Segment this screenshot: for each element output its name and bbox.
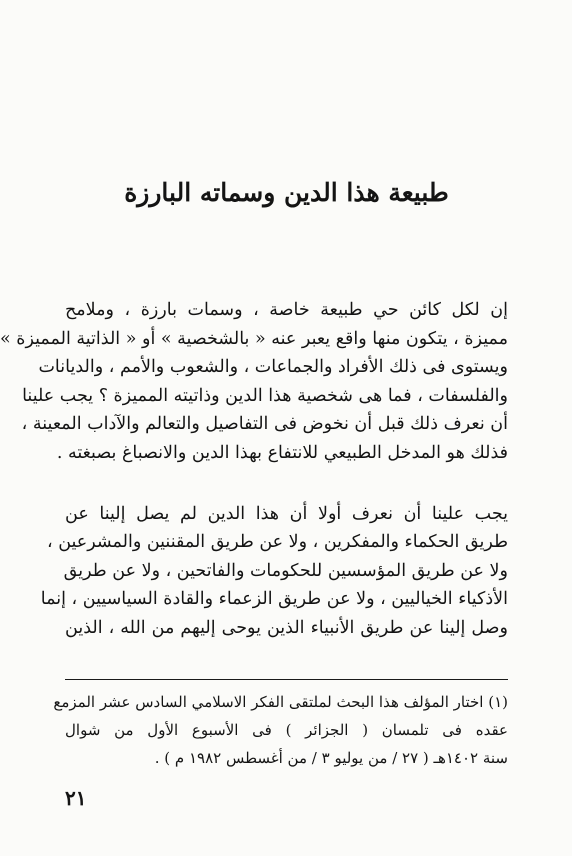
page-number: ٢١ <box>65 786 87 810</box>
paragraph <box>40 500 508 643</box>
text-line: إن لكل كائن حي طبيعة خاصة ، وسمات بارزة ، وملامح <box>65 300 508 320</box>
text-line: وصل إلينا عن طريق الأنبياء الذين يوحى إليهم من الله ، الذين <box>65 617 508 638</box>
footnote-line: سنة ١٤٠٢هـ ( ٢٧ / من يوليو ٣ / من أغسطس ١٩٨٢ م ) . <box>154 749 508 767</box>
text-line: فذلك هو المدخل الطبيعي للانتفاع بهذا الدين والانصباغ بصبغته . <box>56 442 508 463</box>
text-line: طريق الحكماء والمفكرين ، ولا عن طريق المقننين والمشرعين ، <box>46 532 508 553</box>
text-line: ويستوى فى ذلك الأفراد والجماعات ، والشعوب والأمم ، والديانات <box>38 357 508 378</box>
book-page <box>1 0 572 856</box>
footnote-line: عقده فى تلمسان ( الجزائر ) فى الأسبوع الأول من شوال <box>65 721 508 739</box>
text-line: الأذكياء الخياليين ، ولا عن طريق الزعماء والقادة السياسيين ، إنما <box>40 589 508 610</box>
text-line: مميزة ، يتكون منها واقع يعبر عنه « بالشخصية » أو « الذاتية المميزة » <box>0 328 508 349</box>
footnote-line: (١) اختار المؤلف هذا البحث لملتقى الفكر الاسلامي السادس عشر المزمع <box>53 693 508 711</box>
paragraph <box>0 296 508 468</box>
text-line: والفلسفات ، فما هى شخصية هذا الدين وذاتيته المميزة ؟ يجب علينا <box>22 385 508 406</box>
chapter-title: طبيعة هذا الدين وسماته البارزة <box>124 178 449 207</box>
footnote-divider <box>65 679 508 680</box>
text-line: ولا عن طريق المؤسسين للحكومات والفاتحين ، ولا عن طريق <box>63 560 508 581</box>
footnote <box>53 688 508 772</box>
text-line: يجب علينا أن نعرف أولا أن هذا الدين لم يصل إلينا عن <box>65 503 508 524</box>
text-line: أن نعرف ذلك قبل أن نخوض فى التفاصيل والتعالم والآداب المعينة ، <box>21 414 508 435</box>
body-text <box>0 296 508 643</box>
